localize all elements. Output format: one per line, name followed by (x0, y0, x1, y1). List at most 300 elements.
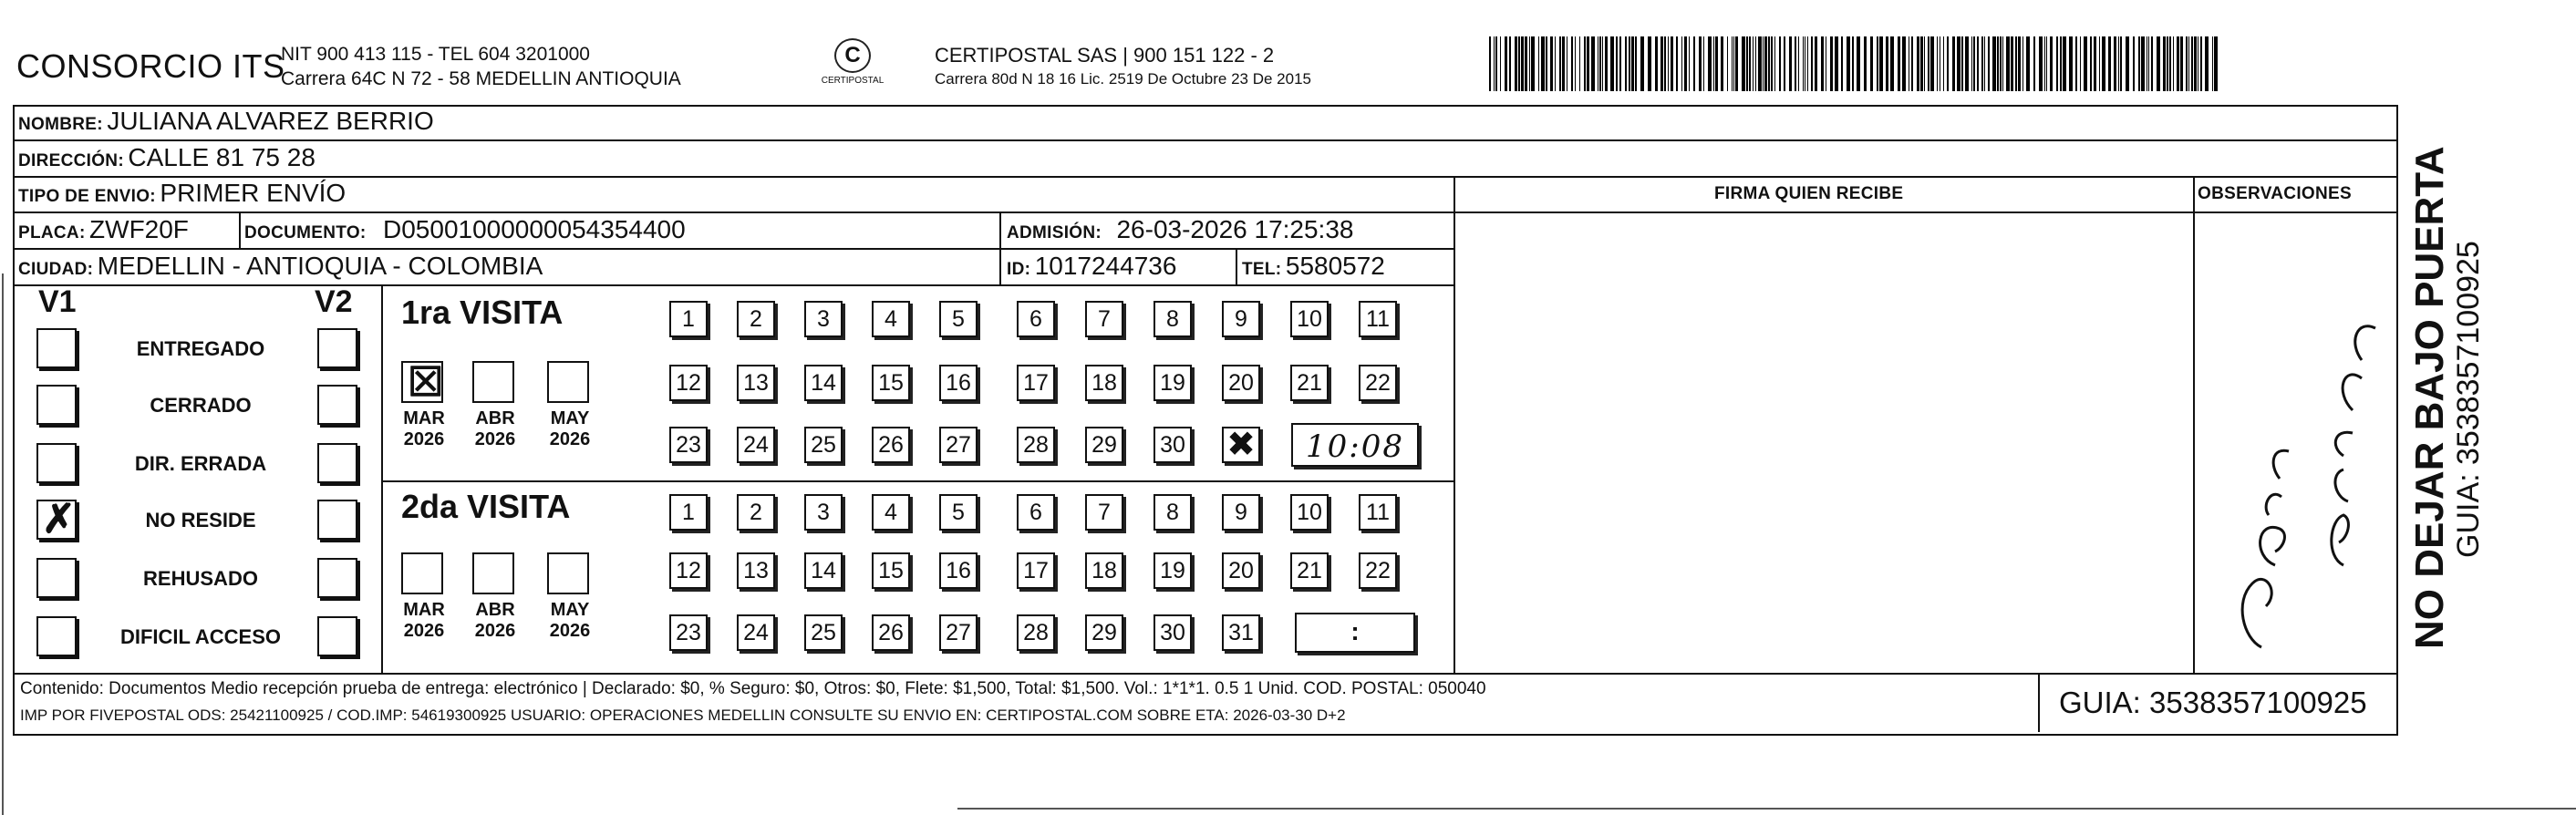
barcode-bar (2060, 36, 2062, 91)
barcode-bar (1758, 36, 1762, 91)
barcode-bar (1668, 36, 1669, 91)
barcode-bar (1631, 36, 1634, 91)
month-checkbox[interactable] (472, 361, 514, 403)
direccion-row (18, 143, 316, 172)
day-box[interactable]: 22 (1359, 365, 1397, 401)
day-box[interactable]: 19 (1154, 365, 1192, 401)
month-checkbox[interactable] (401, 361, 443, 403)
barcode-bar (1693, 36, 1695, 91)
barcode-bar (1495, 36, 1497, 91)
barcode-bar (1721, 36, 1723, 91)
status-label: ENTREGADO (136, 337, 265, 360)
day-box[interactable]: 5 (939, 301, 978, 337)
barcode-bar (2133, 36, 2135, 91)
day-box[interactable]: 4 (872, 494, 910, 531)
v1-checkbox[interactable] (36, 443, 77, 483)
barcode-bar (1518, 36, 1520, 91)
day-box[interactable]: 7 (1085, 494, 1123, 531)
id-value: 1017244736 (1034, 252, 1177, 280)
barcode-bar (1529, 36, 1530, 91)
page-edge-line (2, 273, 4, 815)
barcode-bar (1660, 36, 1663, 91)
barcode-bar (1763, 36, 1764, 91)
day-box[interactable]: 21 (1290, 552, 1329, 589)
barcode-bar (1798, 36, 1799, 91)
day-box[interactable]: 14 (804, 365, 843, 401)
barcode-bar (1830, 36, 1833, 91)
barcode-bar (1821, 36, 1824, 91)
barcode-bar (1489, 36, 1491, 91)
v2-checkbox[interactable] (317, 385, 357, 425)
v2-header: V2 (315, 284, 353, 319)
barcode-bar (2063, 36, 2066, 91)
barcode-bar (1928, 36, 1929, 91)
placa-value: ZWF20F (89, 215, 189, 243)
day-box[interactable]: 5 (939, 494, 978, 531)
page-bottom-edge-line (957, 808, 2576, 810)
barcode-bar (2044, 36, 2045, 91)
v1-checkbox[interactable] (36, 558, 77, 598)
second-visit-title: 2da VISITA (401, 488, 571, 525)
day-box[interactable]: 10 (1290, 494, 1329, 531)
day-box[interactable]: 18 (1085, 552, 1123, 589)
barcode-bar (2141, 36, 2145, 91)
first-visit-time-handwritten: 10:08 (1306, 428, 1404, 465)
day-box[interactable]: 6 (1017, 494, 1055, 531)
day-box[interactable]: 26 (872, 427, 910, 463)
barcode-bar (1500, 36, 1501, 91)
first-visit-time-box[interactable] (1291, 423, 1419, 467)
barcode-bar (1755, 36, 1756, 91)
status-label: REHUSADO (143, 567, 258, 590)
day-box[interactable]: 10 (1290, 301, 1329, 337)
day-box[interactable]: 15 (872, 365, 910, 401)
month-label (538, 408, 602, 450)
day-box[interactable]: 25 (804, 614, 843, 651)
day-box[interactable]: 11 (1359, 494, 1397, 531)
month-name: MAY (550, 408, 590, 428)
month-checkbox[interactable] (472, 552, 514, 594)
month-label (463, 600, 527, 642)
barcode-bar (2090, 36, 2092, 91)
check-x-icon: ✗ (42, 497, 76, 542)
barcode-bar (2167, 36, 2168, 91)
barcode-bar (2015, 36, 2017, 91)
day-box[interactable]: 23 (669, 614, 708, 651)
ciudad-label: CIUDAD: (18, 260, 94, 279)
barcode-bar (1494, 36, 1495, 91)
barcode-bar (1877, 36, 1878, 91)
barcode-bar (1655, 36, 1658, 91)
barcode-bar (2075, 36, 2077, 91)
day-box[interactable]: 17 (1017, 365, 1055, 401)
second-visit-time-box[interactable]: : (1295, 613, 1415, 653)
day-box[interactable]: 27 (939, 614, 978, 651)
barcode-bar (1911, 36, 1913, 91)
admision-row (1007, 215, 1353, 244)
barcode-bar (2214, 36, 2218, 91)
barcode-bar (1768, 36, 1770, 91)
barcode-bar (2180, 36, 2183, 91)
v2-checkbox[interactable] (317, 616, 357, 656)
barcode-bar (1886, 36, 1888, 91)
barcode-bar (1924, 36, 1925, 91)
day-box[interactable]: 8 (1154, 301, 1192, 337)
barcode-bar (1713, 36, 1714, 91)
side-guia-number: GUIA: 3538357100925 (2451, 241, 2486, 558)
barcode-bar (1732, 36, 1733, 91)
barcode-bar (1815, 36, 1817, 91)
v1-checkbox[interactable] (36, 497, 77, 542)
barcode-bar (1550, 36, 1553, 91)
barcode-bar (1957, 36, 1960, 91)
direccion-value: CALLE 81 75 28 (128, 143, 316, 171)
month-label (392, 408, 456, 450)
barcode-bar (1961, 36, 1963, 91)
day-box[interactable]: 7 (1085, 301, 1123, 337)
barcode-bar (1579, 36, 1580, 91)
day-box[interactable]: 9 (1222, 301, 1260, 337)
barcode-bar (1735, 36, 1738, 91)
day-box-checked-x-icon[interactable]: ✖ (1222, 427, 1260, 463)
month-year: 2026 (403, 621, 445, 641)
admision-label: ADMISIÓN: (1007, 223, 1102, 242)
day-box[interactable]: 22 (1359, 552, 1397, 589)
barcode-bar (1587, 36, 1589, 91)
day-box[interactable]: 3 (804, 301, 843, 337)
day-box[interactable]: 30 (1154, 614, 1192, 651)
barcode-bar (1947, 36, 1949, 91)
day-box[interactable]: 11 (1359, 301, 1397, 337)
day-box[interactable]: 28 (1017, 614, 1055, 651)
check-x-icon: ☒ (408, 360, 444, 405)
logo-emblem-icon: C (834, 38, 871, 73)
barcode-bar (1920, 36, 1923, 91)
status-label: NO RESIDE (145, 509, 256, 531)
barcode-bar (1981, 36, 1983, 91)
barcode-bar (2094, 36, 2096, 91)
barcode-bar (1681, 36, 1682, 91)
nombre-value: JULIANA ALVAREZ BERRIO (107, 107, 434, 135)
day-box[interactable]: 28 (1017, 427, 1055, 463)
day-box[interactable]: 6 (1017, 301, 1055, 337)
month-year: 2026 (403, 429, 445, 449)
barcode-bar (1610, 36, 1614, 91)
barcode-bar (2200, 36, 2202, 91)
month-checkbox[interactable] (547, 361, 589, 403)
day-box[interactable]: 14 (804, 552, 843, 589)
barcode-bar (1635, 36, 1637, 91)
month-name: ABR (475, 600, 515, 620)
month-label (538, 600, 602, 642)
barcode-bar (1890, 36, 1894, 91)
barcode-bar (1771, 36, 1773, 91)
day-box[interactable]: 8 (1154, 494, 1192, 531)
day-box[interactable]: 27 (939, 427, 978, 463)
barcode-bar (1629, 36, 1630, 91)
v2-checkbox[interactable] (317, 443, 357, 483)
firma-label-text: FIRMA QUIEN RECIBE (1714, 184, 1904, 203)
barcode-bar (1703, 36, 1704, 91)
barcode-bar (1575, 36, 1576, 91)
barcode-bar (2205, 36, 2209, 91)
documento-value: D05001000000054354400 (383, 215, 686, 243)
first-visit-title: 1ra VISITA (401, 294, 564, 331)
barcode-bar (1965, 36, 1969, 91)
barcode-bar (2120, 36, 2122, 91)
day-box[interactable]: 13 (737, 552, 775, 589)
status-label: DIFICIL ACCESO (119, 625, 281, 648)
day-box[interactable]: 29 (1085, 427, 1123, 463)
barcode-bar (1937, 36, 1938, 91)
day-box[interactable]: 12 (669, 365, 708, 401)
barcode-bar (2148, 36, 2149, 91)
barcode-bar (1803, 36, 1804, 91)
barcode-bar (1562, 36, 1565, 91)
barcode-bar (2212, 36, 2213, 91)
day-box[interactable]: 18 (1085, 365, 1123, 401)
ciudad-value: MEDELLIN - ANTIOQUIA - COLOMBIA (97, 252, 543, 280)
barcode-bar (1857, 36, 1860, 91)
admision-value: 26-03-2026 17:25:38 (1116, 215, 1354, 243)
month-label (463, 408, 527, 450)
observations-handwriting-signature (2225, 292, 2380, 656)
month-year: 2026 (474, 621, 516, 641)
barcode-bar (1943, 36, 1944, 91)
barcode-bar (2099, 36, 2100, 91)
barcode-bar (1546, 36, 1547, 91)
direccion-label: DIRECCIÓN: (18, 151, 124, 170)
barcode-bar (1971, 36, 1972, 91)
tipo-envio-row (18, 179, 346, 208)
v2-checkbox[interactable] (317, 500, 357, 540)
barcode-bar (1764, 36, 1767, 91)
barcode-bar (1671, 36, 1673, 91)
barcode-bar (2080, 36, 2081, 91)
barcode-bar (2173, 36, 2174, 91)
company-address-line: Carrera 64C N 72 - 58 MEDELLIN ANTIOQUIA (281, 68, 681, 89)
day-box[interactable]: 23 (669, 427, 708, 463)
v1-checkbox[interactable] (36, 385, 77, 425)
barcode-bar (1521, 36, 1524, 91)
barcode-bar (1930, 36, 1934, 91)
barcode-bar (2177, 36, 2179, 91)
barcode-bar (1625, 36, 1627, 91)
id-label: ID: (1007, 260, 1031, 279)
tipo-envio-label: TIPO DE ENVIO: (18, 187, 156, 206)
barcode-bar (1870, 36, 1873, 91)
v1-checkbox[interactable] (36, 328, 77, 368)
barcode-bar (1599, 36, 1601, 91)
day-box[interactable]: 20 (1222, 552, 1260, 589)
barcode-bar (1555, 36, 1556, 91)
v2-checkbox[interactable] (317, 328, 357, 368)
id-row (1007, 252, 1176, 281)
barcode-bar (1591, 36, 1595, 91)
day-box[interactable]: 13 (737, 365, 775, 401)
footer-content-line: Contenido: Documentos Medio recepción prueba de entrega: electrónico | Declarado: $0, % Seguro: $0, Otros: $0, Flete: $1,500, Total: $1,500. Vol.: 1*1*1. 0.5 1 Unid. COD. POSTAL: 050040 (20, 679, 1486, 698)
barcode-bar (1616, 36, 1618, 91)
month-name: MAY (550, 600, 590, 620)
month-checkbox[interactable] (547, 552, 589, 594)
shipping-label-frame (13, 105, 2398, 736)
day-box[interactable]: 4 (872, 301, 910, 337)
barcode-bar (1811, 36, 1813, 91)
month-year: 2026 (474, 429, 516, 449)
barcode-bar (2033, 36, 2035, 91)
company-name: CONSORCIO ITS (16, 47, 285, 85)
barcode-bar (1917, 36, 1919, 91)
day-box[interactable]: 26 (872, 614, 910, 651)
month-year: 2026 (549, 429, 591, 449)
barcode-bar (2050, 36, 2053, 91)
barcode-bar (1676, 36, 1678, 91)
barcode-bar (1689, 36, 1690, 91)
barcode-bar (2157, 36, 2160, 91)
day-box[interactable]: 30 (1154, 427, 1192, 463)
day-box[interactable]: 19 (1154, 552, 1192, 589)
barcode-bar (1847, 36, 1850, 91)
placa-row (18, 215, 189, 244)
barcode-bar (1515, 36, 1517, 91)
barcode-bar (1664, 36, 1666, 91)
day-box[interactable]: 21 (1290, 365, 1329, 401)
barcode-bar (1699, 36, 1702, 91)
day-box[interactable]: 15 (872, 552, 910, 589)
certipostal-license-line: Carrera 80d N 18 16 Lic. 2519 De Octubre 23 De 2015 (935, 70, 1311, 88)
footer-guia-number: GUIA: 3538357100925 (2059, 686, 2367, 719)
barcode-bar (1746, 36, 1748, 91)
barcode-bar (1648, 36, 1651, 91)
barcode-bar (1602, 36, 1603, 91)
barcode-bar (1977, 36, 1979, 91)
barcode-bar (2163, 36, 2166, 91)
barcode-bar (1795, 36, 1796, 91)
barcode-bar (1538, 36, 1539, 91)
tel-value: 5580572 (1285, 252, 1385, 280)
barcode-bar (1984, 36, 1985, 91)
day-box[interactable]: 3 (804, 494, 843, 531)
day-box[interactable]: 12 (669, 552, 708, 589)
month-name: ABR (475, 408, 515, 428)
barcode-bar (1789, 36, 1792, 91)
barcode-bar (1733, 36, 1734, 91)
barcode-bar (1992, 36, 1996, 91)
documento-label: DOCUMENTO: (244, 223, 367, 242)
observaciones-label (2198, 184, 2352, 204)
barcode-bar (1864, 36, 1867, 91)
month-label (392, 600, 456, 642)
status-label: CERRADO (150, 394, 252, 417)
observaciones-label-text: OBSERVACIONES (2198, 184, 2352, 203)
day-box[interactable]: 20 (1222, 365, 1260, 401)
day-box[interactable]: 16 (939, 552, 978, 589)
logo-label: CERTIPOSTAL (821, 76, 885, 86)
month-name: MAR (403, 600, 445, 620)
barcode-bar (1749, 36, 1751, 91)
company-nit-line: NIT 900 413 115 - TEL 604 3201000 (281, 44, 590, 65)
day-box[interactable]: 31 (1222, 614, 1260, 651)
day-box[interactable]: 1 (669, 494, 708, 531)
barcode-bar (1605, 36, 1608, 91)
day-box[interactable]: 24 (737, 614, 775, 651)
barcode-bar (1879, 36, 1883, 91)
barcode-bar (2039, 36, 2043, 91)
v1-header: V1 (38, 284, 77, 319)
status-label: DIR. ERRADA (134, 452, 267, 475)
barcode-bar (1774, 36, 1775, 91)
barcode-bar (1784, 36, 1785, 91)
month-checkbox[interactable] (401, 552, 443, 594)
day-box[interactable]: 25 (804, 427, 843, 463)
day-box[interactable]: 29 (1085, 614, 1123, 651)
barcode-bar (1531, 36, 1535, 91)
ciudad-row (18, 252, 543, 281)
day-box[interactable]: 2 (737, 301, 775, 337)
barcode-bar (2084, 36, 2087, 91)
barcode-bar (2069, 36, 2073, 91)
barcode-bar (2108, 36, 2111, 91)
day-box[interactable]: 17 (1017, 552, 1055, 589)
day-box[interactable]: 16 (939, 365, 978, 401)
barcode-bar (1902, 36, 1906, 91)
day-box[interactable]: 9 (1222, 494, 1260, 531)
barcode-bar (2169, 36, 2171, 91)
barcode-bar (1997, 36, 1999, 91)
no-dejar-bajo-puerta-warning: NO DEJAR BAJO PUERTA (2407, 146, 2452, 649)
barcode-bar (2194, 36, 2197, 91)
barcode-bar (1727, 36, 1728, 91)
month-name: MAR (403, 408, 445, 428)
barcode-bar (1973, 36, 1975, 91)
barcode-bar (2056, 36, 2058, 91)
placa-label: PLACA: (18, 223, 86, 242)
barcode-bar (2114, 36, 2116, 91)
tel-label: TEL: (1242, 260, 1282, 279)
barcode-bar (1807, 36, 1808, 91)
barcode-bar (1619, 36, 1621, 91)
barcode-bar (1753, 36, 1754, 91)
day-box[interactable]: 24 (737, 427, 775, 463)
barcode-bar (1525, 36, 1527, 91)
barcode-bar (2026, 36, 2030, 91)
barcode-bar (2011, 36, 2013, 91)
nombre-label: NOMBRE: (18, 115, 103, 134)
barcode-bar (2151, 36, 2153, 91)
barcode-bar (2191, 36, 2193, 91)
barcode-bar (2046, 36, 2047, 91)
v1-checkbox[interactable] (36, 616, 77, 656)
barcode-bar (1835, 36, 1838, 91)
barcode-bar (1988, 36, 1990, 91)
month-year: 2026 (549, 621, 591, 641)
barcode-bar (1841, 36, 1843, 91)
barcode-bar (2118, 36, 2119, 91)
barcode-bar (1684, 36, 1687, 91)
barcode-bar (1952, 36, 1955, 91)
barcode-bar (1898, 36, 1900, 91)
barcode-bar (1541, 36, 1545, 91)
barcode-bar (1509, 36, 1511, 91)
v2-checkbox[interactable] (317, 558, 357, 598)
day-box[interactable]: 1 (669, 301, 708, 337)
barcode-bar (1708, 36, 1712, 91)
day-box[interactable]: 2 (737, 494, 775, 531)
barcode-bar (1715, 36, 1718, 91)
barcode-bar (1559, 36, 1561, 91)
certipostal-nit-line: CERTIPOSTAL SAS | 900 151 122 - 2 (935, 44, 1275, 67)
barcode-bar (2188, 36, 2189, 91)
